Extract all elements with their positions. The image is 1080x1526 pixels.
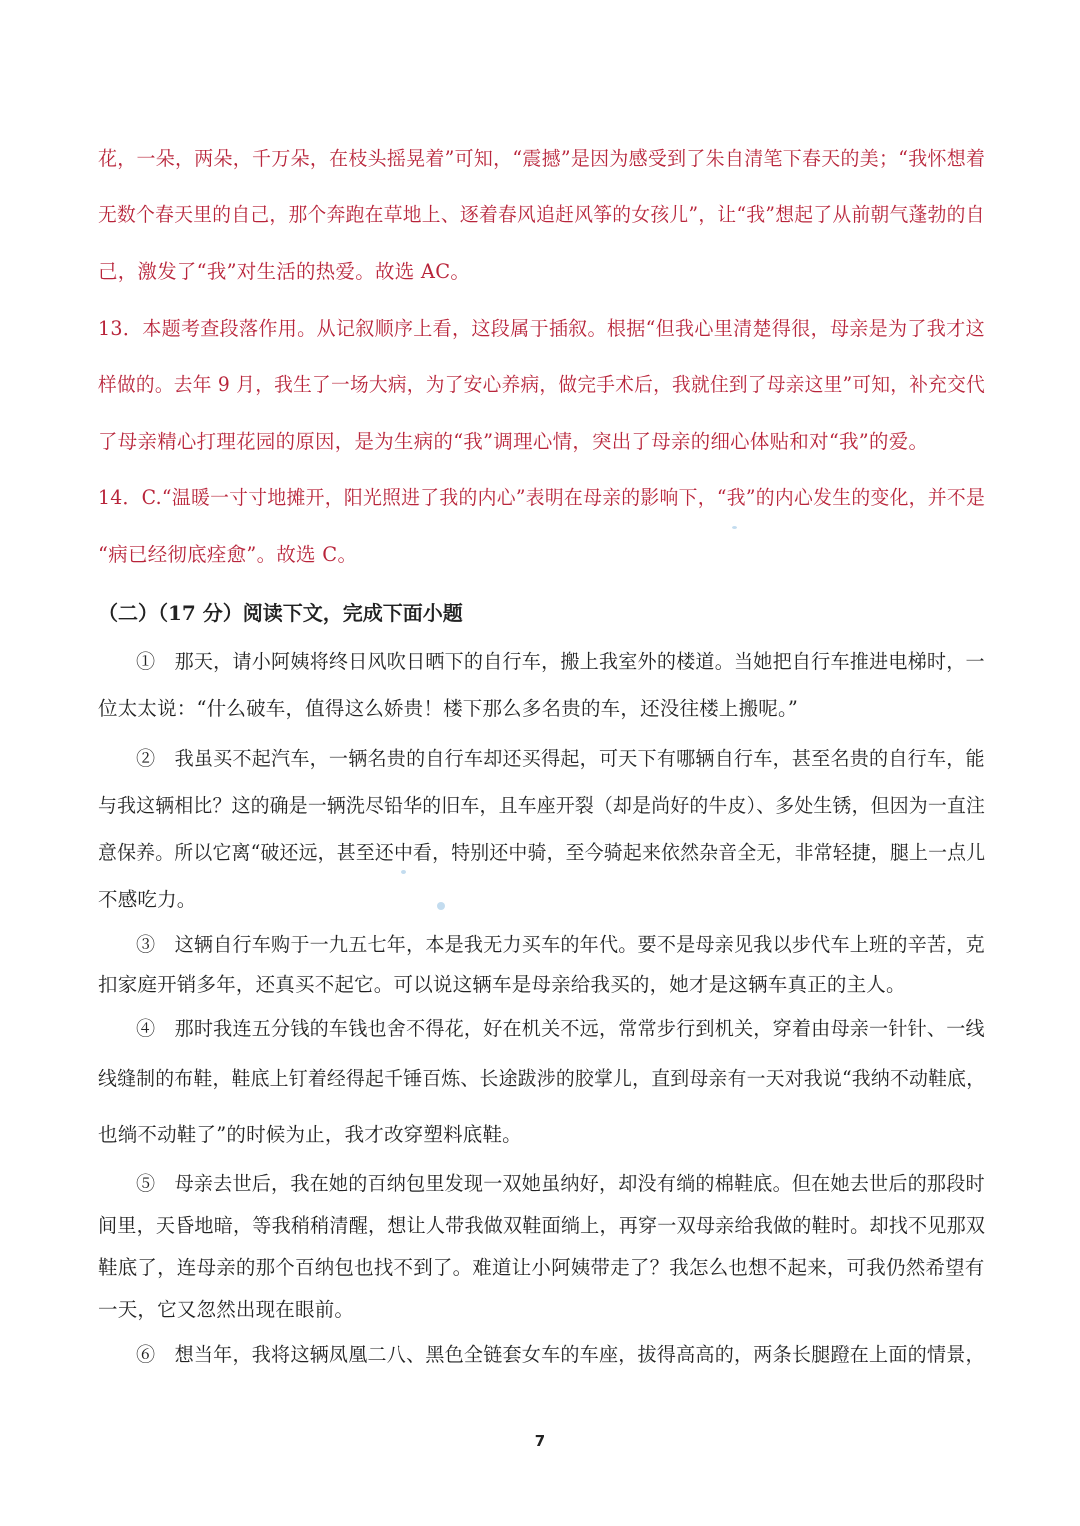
paragraph-3-line-1: ③ 这辆自行车购于一九五七年，本是我无力买车的年代。要不是母亲见我以步代车上班的辛苦，克	[136, 933, 985, 956]
answer-q14-line-1: 14．C.“温暖一寸寸地摊开，阳光照进了我的内心”表明在母亲的影响下，“我”的内心发生的变化，并不是	[98, 486, 986, 509]
paragraph-5-line-3: 鞋底了，连母亲的那个百纳包也找不到了。难道让小阿姨带走了？我怎么也想不起来，可我仍然希望有	[98, 1256, 985, 1279]
section-heading: （二）（17 分）阅读下文，完成下面小题	[98, 601, 463, 625]
paragraph-2-line-2: 与我这辆相比？这的确是一辆洗尽铅华的旧车，且车座开裂（却是尚好的牛皮）、多处生锈，但因为一直注	[98, 794, 986, 817]
paragraph-4-line-1: ④ 那时我连五分钱的车钱也舍不得花，好在机关不远，常常步行到机关，穿着由母亲一针针、一线	[136, 1017, 985, 1040]
page-number: 7	[534, 1432, 546, 1450]
paragraph-4-line-3: 也绱不动鞋了”的时候为止，我才改穿塑料底鞋。	[98, 1123, 522, 1146]
paragraph-1-line-2: 位太太说：“什么破车，值得这么娇贵！楼下那么多名贵的车，还没往楼上搬呢。”	[98, 697, 799, 720]
scan-speck	[732, 526, 737, 529]
paragraph-6-line-1: ⑥ 想当年，我将这辆凤凰二八、黑色全链套女车的车座，拔得高高的，两条长腿蹬在上面的情景，	[136, 1343, 985, 1366]
answer-q13-line-1: 13．本题考查段落作用。从记叙顺序上看，这段属于插叙。根据“但我心里清楚得很，母亲是为了我才这	[98, 317, 985, 340]
answer-q14-line-2: “病已经彻底痊愈”。故选 C。	[98, 543, 358, 566]
paragraph-4-line-2: 线缝制的布鞋，鞋底上钉着经得起千锤百炼、长途跋涉的胶掌儿，直到母亲有一天对我说“我纳不动鞋底，	[98, 1067, 986, 1090]
answer-q12-line-1: 花，一朵，两朵，千万朵，在枝头摇晃着”可知，“震撼”是因为感受到了朱自清笔下春天的美；“我怀想着	[98, 147, 986, 170]
answer-q12-line-2: 无数个春天里的自己，那个奔跑在草地上、逐着春风追赶风筝的女孩儿”，让“我”想起了从前朝气蓬勃的自	[98, 203, 985, 226]
answer-q13-line-3: 了母亲精心打理花园的原因，是为生病的“我”调理心情，突出了母亲的细心体贴和对“我”的爱。	[98, 430, 929, 453]
scan-speck	[401, 870, 406, 874]
paragraph-5-line-1: ⑤ 母亲去世后，我在她的百纳包里发现一双她虽纳好，却没有绱的棉鞋底。但在她去世后的那段时	[136, 1172, 985, 1195]
paragraph-2-line-4: 不感吃力。	[98, 888, 197, 911]
answer-q12-line-3: 己，激发了“我”对生活的热爱。故选 AC。	[98, 260, 471, 283]
paragraph-5-line-4: 一天，它又忽然出现在眼前。	[98, 1298, 355, 1321]
paragraph-1-line-1: ① 那天，请小阿姨将终日风吹日晒下的自行车，搬上我室外的楼道。当她把自行车推进电梯时，一	[136, 650, 985, 673]
paragraph-2-line-3: 意保养。所以它离“破还远，甚至还中看，特别还中骑，至今骑起来依然杂音全无，非常轻捷，腿上一点儿	[98, 841, 986, 864]
paragraph-2-line-1: ② 我虽买不起汽车，一辆名贵的自行车却还买得起，可天下有哪辆自行车，甚至名贵的自行车，能	[136, 747, 985, 770]
scan-speck	[437, 902, 445, 910]
paragraph-3-line-2: 扣家庭开销多年，还真买不起它。可以说这辆车是母亲给我买的，她才是这辆车真正的主人。	[98, 973, 906, 996]
answer-q13-line-2: 样做的。去年 9 月，我生了一场大病，为了安心养病，做完手术后，我就住到了母亲这里”可知，补充交代	[98, 373, 986, 396]
paragraph-5-line-2: 间里，天昏地暗，等我稍稍清醒，想让人带我做双鞋面绱上，再穿一双母亲给我做的鞋时。却找不见那双	[98, 1214, 986, 1237]
